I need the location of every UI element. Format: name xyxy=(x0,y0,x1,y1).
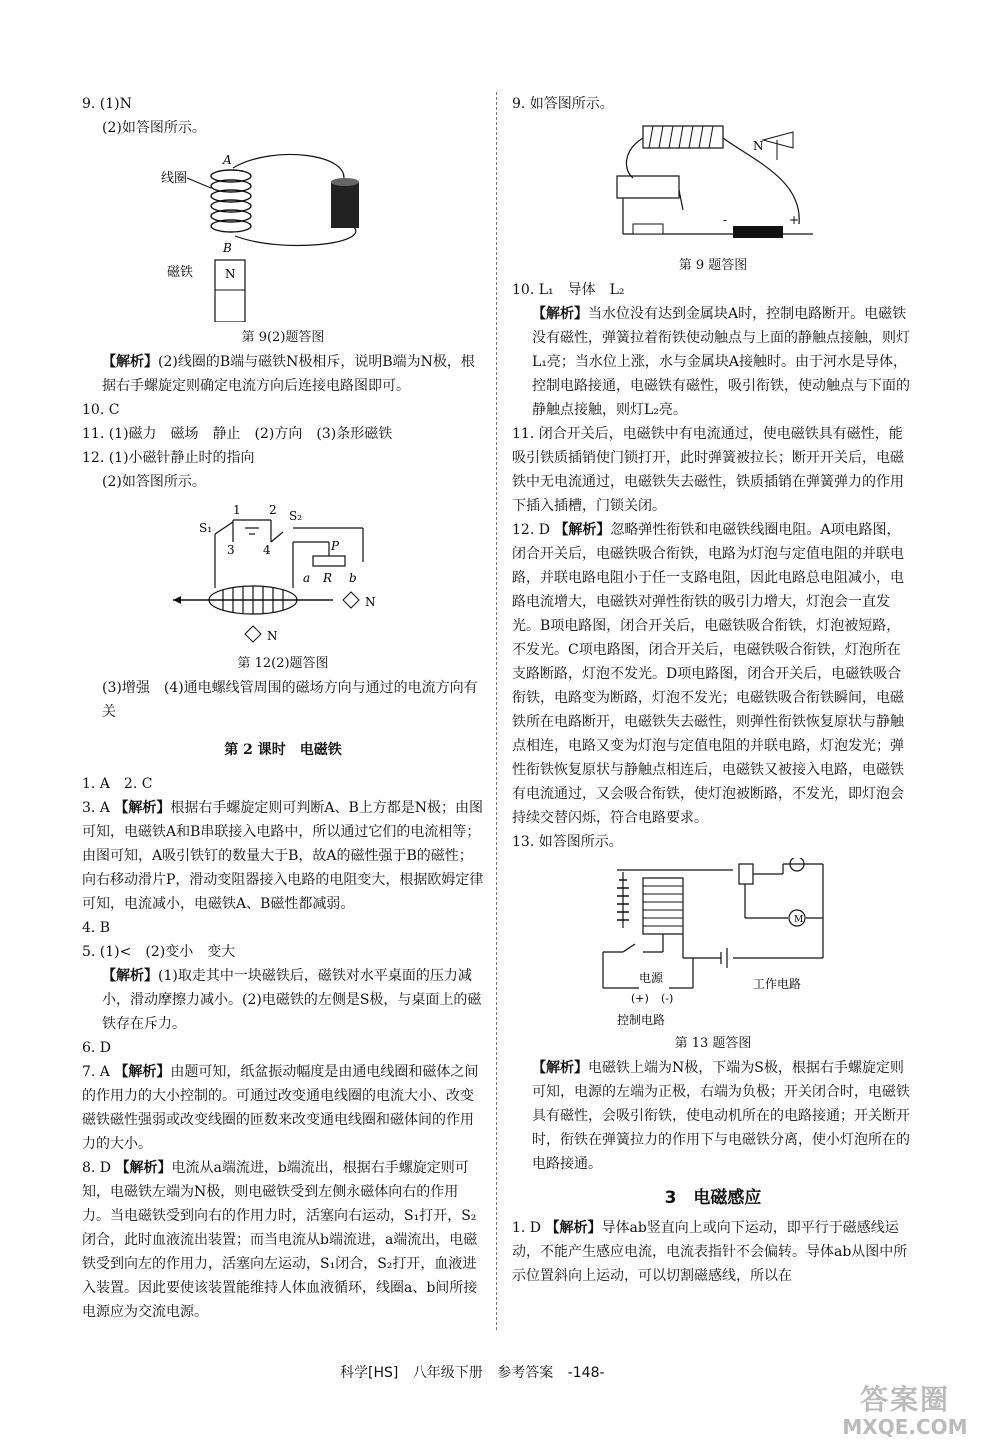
label-2: 2 xyxy=(269,503,277,517)
analysis-tag: 【解析】 xyxy=(532,1060,588,1076)
q12-part2: (2)如答图所示。 xyxy=(102,474,206,490)
left-column xyxy=(82,92,484,1324)
p-label: P xyxy=(331,539,340,553)
q12-parts-3-4: (3)增强 (4)通电螺线管周围的磁场方向与通过的电流方向有关 xyxy=(102,680,478,720)
s3-q1-analysis: 导体ab竖直向上或向下运动，即平行于磁感线运动，不能产生感应电流，电流表指针不会偏转。导体ab从图中所示位置斜向上运动，可以切割磁感线，所以在 xyxy=(512,1220,908,1284)
compass-needle-icon xyxy=(763,132,793,148)
footer-grade: 八年级下册 xyxy=(412,1365,483,1381)
column-divider xyxy=(496,92,497,1330)
r-q10: 10. L₁ 导体 L₂ xyxy=(512,282,625,298)
watermark-small: MXQE.COM xyxy=(842,1415,968,1439)
r-q10-analysis: 当水位没有达到金属块A时，控制电路断开。电磁铁没有磁性，弹簧拉着衔铁使动触点与上面的静触点接触，则灯L₁亮；当水位上涨，水与金属块A接触时。由于河水是导体，控制电路接通，电磁铁有磁性，吸引衔铁，使动触点与下面的静触点接触，则灯L₂亮。 xyxy=(532,306,910,418)
b-end-label: b xyxy=(349,571,357,585)
motor-label: M xyxy=(794,915,804,925)
q6: 6. D xyxy=(82,1040,112,1056)
r-q12-head: 12. D xyxy=(512,522,550,538)
page-footer xyxy=(340,1362,615,1382)
q3-analysis: 根据右手螺旋定则可判断A、B上方都是N极；由图可知，电磁铁A和B串联接入电路中，所以通过它们的电流相等；由图可知，A吸引铁钉的数量大于B，故A的磁性强于B的磁性；向右移动滑片P，滑动变阻器接入电路的电阻变大，根据欧姆定律可知，电流减小，电磁铁A、B磁性都减弱。 xyxy=(82,800,484,912)
r-q13: 13. 如答图所示。 xyxy=(512,834,623,850)
analysis-tag: 【解析】 xyxy=(554,522,611,538)
figure-9-2 xyxy=(153,144,413,322)
power-minus: (-) xyxy=(661,992,674,1005)
figure-13 xyxy=(583,858,843,1028)
r-label: R xyxy=(323,571,333,585)
figure-12-2 xyxy=(153,498,413,648)
work-circuit-label: 工作电路 xyxy=(753,977,802,991)
analysis-tag: 【解析】 xyxy=(114,1064,171,1080)
label-1: 1 xyxy=(233,503,241,517)
watermark-logo xyxy=(830,1385,980,1441)
electromagnet-compass-circuit xyxy=(603,120,823,250)
figure-9-caption: 第 9 题答图 xyxy=(678,258,748,273)
analysis-tag: 【解析】 xyxy=(102,354,158,370)
rheostat-icon xyxy=(617,176,679,198)
r-q13-analysis: 电磁铁上端为N极，下端为S极，根据右手螺旋定则可知，电源的左端为正极，右端为负极；开关闭合时，电磁铁具有磁性，会吸引衔铁，使电动机所在的电路接通；开关断开时，衔铁在弹簧拉力的作用下与电磁铁分离，使小灯泡所在的电路接通。 xyxy=(532,1060,910,1172)
right-column xyxy=(512,92,914,1288)
minus-terminal: - xyxy=(723,213,728,227)
watermark-big: 答案圈 xyxy=(859,1383,950,1416)
page-number: -148- xyxy=(567,1365,605,1381)
q12-heading: 12. (1)小磁针静止时的指向 xyxy=(82,450,255,466)
q9-analysis: (2)线圈的B端与磁铁N极相斥，说明B端为N极，根据右手螺旋定则确定电流方向后连接电路图即可。 xyxy=(102,354,475,394)
power-label: 电源 xyxy=(639,971,664,985)
coil-label: 线圈 xyxy=(161,171,188,186)
footer-answers: 参考答案 xyxy=(497,1365,554,1381)
label-3: 3 xyxy=(227,543,235,557)
r-q9: 9. 如答图所示。 xyxy=(512,96,614,112)
plus-terminal: + xyxy=(789,213,800,227)
q5-heading: 5. (1)< (2)变小 变大 xyxy=(82,944,236,960)
section-3-title: 电磁感应 xyxy=(693,1188,762,1208)
q1-2: 1. A 2. C xyxy=(82,776,153,792)
q11: 11. (1)磁力 磁场 静止 (2)方向 (3)条形磁铁 xyxy=(82,426,393,442)
n-right-label: N xyxy=(365,595,376,609)
analysis-tag: 【解析】 xyxy=(115,1160,172,1176)
power-plus: (+) xyxy=(631,992,649,1005)
q10: 10. C xyxy=(82,402,120,418)
n-bottom-label: N xyxy=(267,629,278,643)
analysis-tag: 【解析】 xyxy=(102,968,158,984)
switch-solenoid-circuit xyxy=(153,498,413,648)
section-title-lesson-2: 第 2 课时 电磁铁 xyxy=(224,742,342,758)
footer-subject: 科学[HS] xyxy=(340,1365,399,1381)
figure-9 xyxy=(603,120,823,250)
analysis-tag: 【解析】 xyxy=(114,800,171,816)
s3-q1-head: 1. D xyxy=(512,1220,542,1236)
a-end-label: a xyxy=(303,571,311,585)
q7-head: 7. A xyxy=(82,1064,110,1080)
s2-label: S₂ xyxy=(289,509,303,523)
label-4: 4 xyxy=(263,543,271,557)
q4: 4. B xyxy=(82,920,111,936)
r-q11: 11. 闭合开关后，电磁铁中有电流通过，使电磁铁具有磁性，能吸引铁质插销使门锁打开，此时弹簧被拉长；断开开关后，电磁铁中无电流通过，电磁铁失去磁性，铁质插销在弹簧弹力的作用下插入插槽，门锁关闭。 xyxy=(512,426,904,514)
analysis-tag: 【解析】 xyxy=(545,1220,602,1236)
coil-windings xyxy=(211,170,251,232)
q9-heading: 9. (1)N xyxy=(82,96,132,112)
analysis-tag: 【解析】 xyxy=(532,306,588,322)
figure-13-caption: 第 13 题答图 xyxy=(674,1036,752,1051)
q7-analysis: 由题可知，纸盆振动幅度是由通电线圈和磁体之间的作用力的大小控制的。可通过改变通电线圈的电流大小、改变磁铁磁性强弱或改变线圈的匝数来改变通电线圈和磁体间的作用力的大小。 xyxy=(82,1064,479,1152)
figure-12-2-caption: 第 12(2)题答图 xyxy=(237,656,329,671)
compass-n-label: N xyxy=(753,139,764,153)
control-circuit-label: 控制电路 xyxy=(617,1013,666,1027)
q8-head: 8. D xyxy=(82,1160,112,1176)
magnet-n-label: N xyxy=(225,267,236,281)
q9-part2: (2)如答图所示。 xyxy=(102,120,206,136)
s1-label: S₁ xyxy=(199,521,213,535)
q5-analysis: (1)取走其中一块磁铁后，磁铁对水平桌面的压力减小，滑动摩擦力减小。(2)电磁铁的左侧是S极，与桌面上的磁铁存在斥力。 xyxy=(102,968,482,1032)
section-3-number: 3 xyxy=(664,1188,677,1208)
battery-pack-icon xyxy=(733,226,783,238)
switch-icon xyxy=(633,224,663,234)
r-q12-analysis: 忽略弹性衔铁和电磁铁线圈电阻。A项电路图，闭合开关后，电磁铁吸合衔铁，电路为灯泡与定值电阻的并联电路，并联电路电阻小于任一支路电阻，因此电路总电阻减小，电路电流增大，电磁铁对弹性衔铁的吸引力增大，灯泡会一直发光。B项电路图，闭合开关后，电磁铁吸合衔铁，灯泡被短路，不发光。C项电路图，闭合开关后，电磁铁吸合衔铁，灯泡所在支路断路，灯泡不发光。D项电路图，闭合开关后，电磁铁吸合衔铁，电路变为断路，灯泡不发光；电磁铁吸合衔铁瞬间，电磁铁所在电路断开，电磁铁失去磁性，则弹性衔铁恢复原状与静触点相连，电路又变为灯泡与定值电阻的并联电路，灯泡发光；弹性衔铁恢复原状与静触点相连后，电磁铁又被接入电路，电磁铁有电流通过，又会吸合衔铁，使灯泡被断路，不发光，即灯泡会持续交替闪烁，符合电路要求。 xyxy=(512,522,904,826)
b-label: B xyxy=(223,241,232,255)
q8-analysis: 电流从a端流进，b端流出，根据右手螺旋定则可知，电磁铁左端为N极，则电磁铁受到左侧永磁体向右的作用力。当电磁铁受到向右的作用力时，活塞向右运动，S₁打开，S₂闭合，此时血液流出装置；而当电流从b端流进，a端流出，电磁铁受到向左的作用力，活塞向左运动，S₁闭合，S₂打开，血液进入装置。因此要使该装置能维持人体血液循环，线圈a、b间所接电源应为交流电源。 xyxy=(82,1160,478,1320)
battery-icon xyxy=(331,182,359,228)
a-label: A xyxy=(223,153,232,167)
q3-head: 3. A xyxy=(82,800,110,816)
magnet-label: 磁铁 xyxy=(167,265,194,280)
figure-9-2-caption: 第 9(2)题答图 xyxy=(241,330,325,345)
coil-magnet-diagram xyxy=(153,144,413,322)
relay-circuit-diagram xyxy=(583,858,843,1028)
